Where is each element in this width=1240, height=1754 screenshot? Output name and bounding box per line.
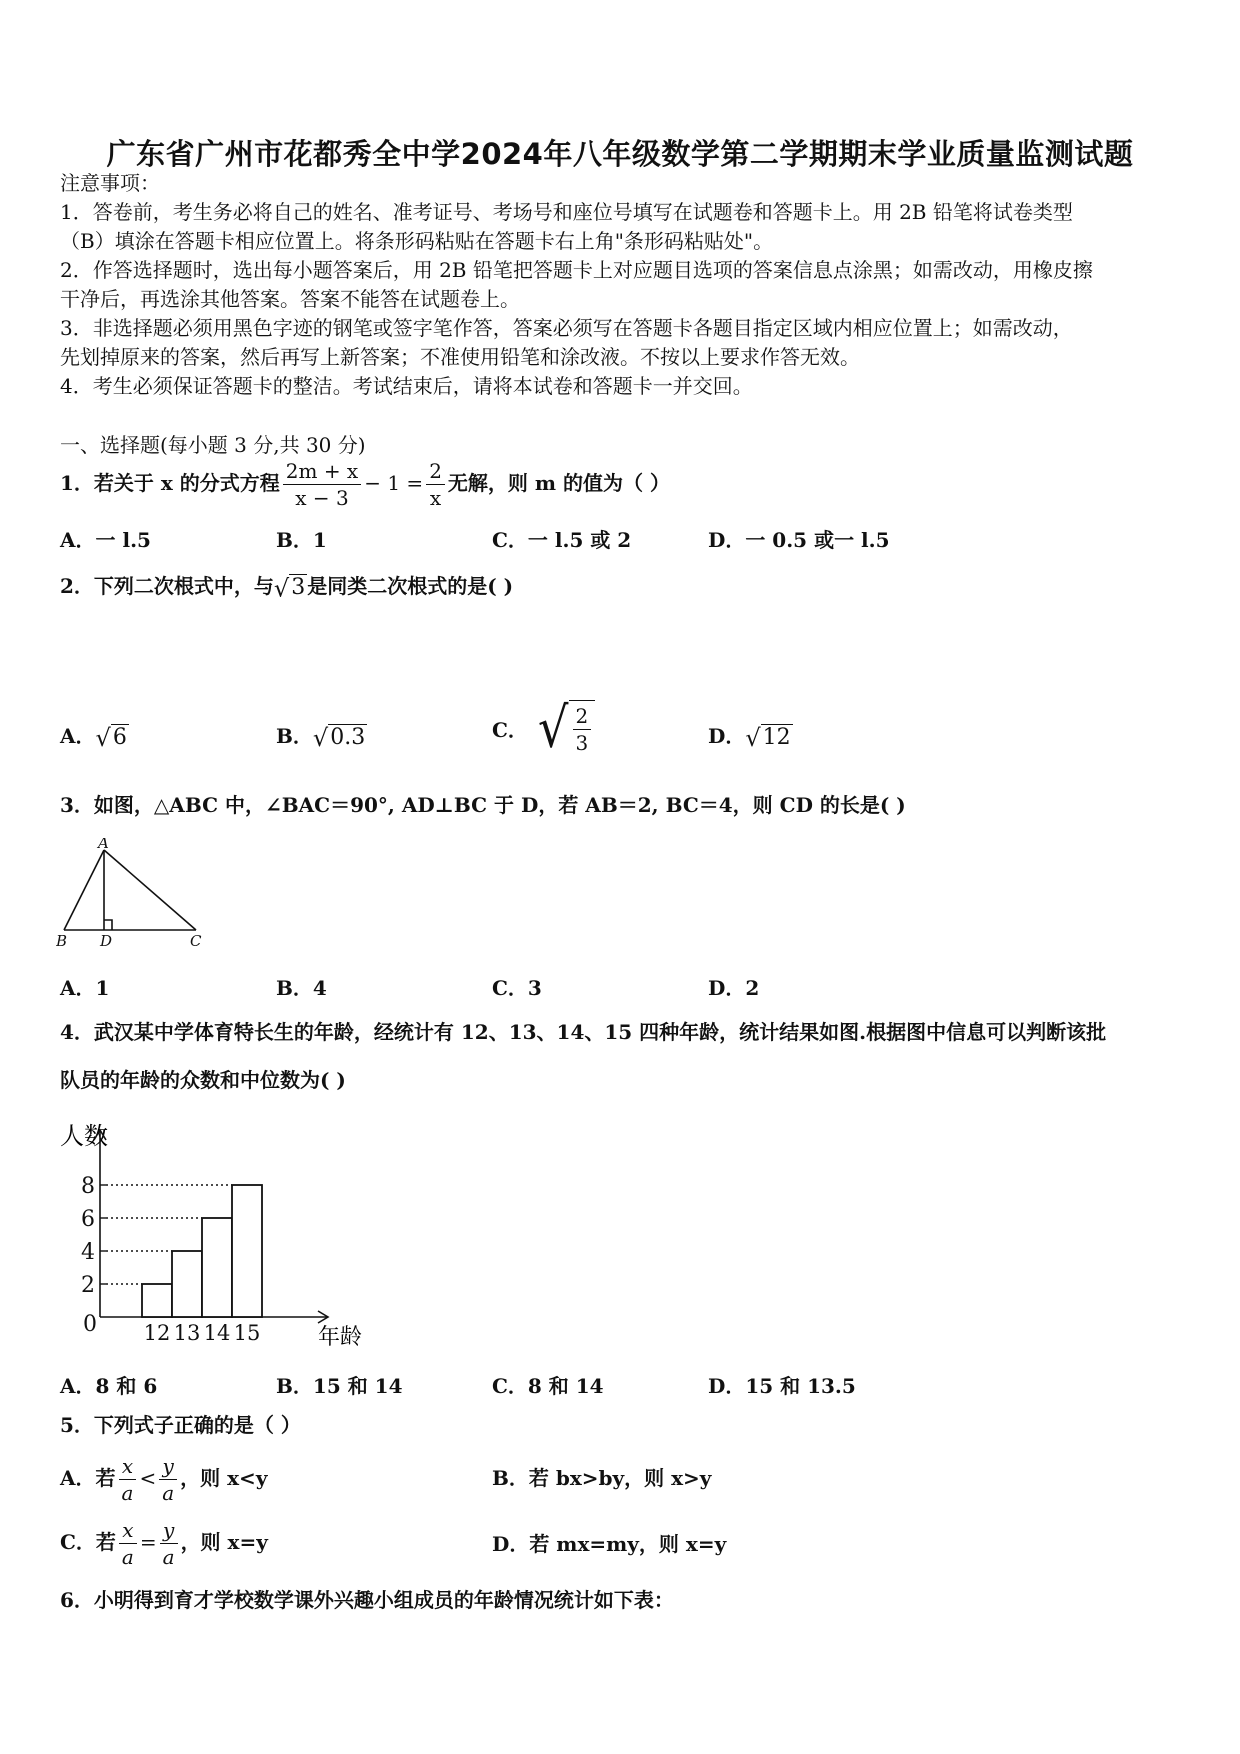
q5-a-frac-x: [119, 1453, 137, 1506]
q1-frac1-num: 2m + x: [283, 458, 361, 485]
q5-c-suffix: ，则 x=y: [180, 1530, 268, 1554]
q5-c-frac-y: [160, 1517, 178, 1570]
q2-option-b-sqrt: √0.3: [312, 723, 366, 752]
notice-line: 3．非选择题必须用黑色字迹的钢笔或签字笔作答，答案必须写在答题卡各题目指定区域内相应位置上；如需改动，: [60, 316, 1073, 340]
q5-a-frac-y: [159, 1453, 177, 1506]
question-5: 5．下列式子正确的是（ ）: [60, 1413, 301, 1437]
vertex-b-label: B: [56, 932, 68, 948]
question-4-line-2: 队员的年龄的众数和中位数为( ): [60, 1068, 346, 1092]
q2-option-d[interactable]: [708, 720, 793, 752]
frac-num: x: [119, 1517, 137, 1544]
q2-option-c-sqrt: √ $\frac{2}{3}$: [538, 700, 595, 756]
q2-option-c-label: C．: [492, 717, 528, 742]
y-tick-label: 6: [81, 1207, 95, 1232]
segment-ac: [104, 850, 196, 930]
y-tick-label: 2: [81, 1273, 95, 1298]
question-6: 6．小明得到育才学校数学课外兴趣小组成员的年龄情况统计如下表：: [60, 1588, 674, 1612]
notice-line: 1．答卷前，考生务必将自己的姓名、准考证号、考场号和座位号填写在试题卷和答题卡上。用 2B 铅笔将试卷类型: [60, 200, 1073, 224]
x-tick-label: 12: [143, 1321, 171, 1345]
q5-a-prefix: A．若: [60, 1466, 116, 1490]
q3-option-b[interactable]: B．4: [276, 976, 327, 1000]
section-heading: 一、选择题(每小题 3 分,共 30 分): [60, 433, 366, 457]
bar-15: [232, 1185, 262, 1317]
x-tick-label: 13: [173, 1321, 201, 1345]
q1-option-a[interactable]: A．一 l.5: [60, 528, 151, 552]
q2-option-d-sqrt: √12: [745, 723, 791, 752]
frac-num: y: [160, 1517, 178, 1544]
q2-option-c-num: 2: [573, 703, 592, 730]
q2-option-a[interactable]: [60, 720, 129, 752]
x-tick-label: 15: [233, 1321, 261, 1345]
bar-13: [172, 1251, 202, 1317]
bar-14: [202, 1218, 232, 1317]
notice-line: 先划掉原来的答案，然后再写上新答案；不准使用铅笔和涂改液。不按以上要求作答无效。: [60, 345, 860, 369]
q1-frac2-den: x: [429, 486, 442, 510]
q2-option-b-radicand: 0.3: [330, 725, 366, 750]
y-axis-label: 人数: [60, 1122, 108, 1150]
q5-option-c[interactable]: [60, 1514, 268, 1570]
page-title: 广东省广州市花都秀全中学2024年八年级数学第二学期期末学业质量监测试题: [106, 137, 1134, 171]
q5-a-op: <: [139, 1466, 157, 1490]
q3-option-a[interactable]: A．1: [60, 976, 110, 1000]
q5-option-d[interactable]: D．若 mx=my，则 x=y: [492, 1532, 727, 1556]
q2-option-c[interactable]: [492, 695, 595, 761]
q5-option-b[interactable]: B．若 bx>by，则 x>y: [492, 1466, 712, 1490]
vertex-d-label: D: [100, 932, 113, 948]
y-tick-label: 4: [81, 1240, 95, 1265]
q2-option-d-label: D．: [708, 724, 746, 748]
q1-option-b[interactable]: B．1: [276, 528, 327, 552]
question-3: 3．如图，△ABC 中，∠BAC＝90°, AD⊥BC 于 D，若 AB＝2, BC＝4，则 CD 的长是( ): [60, 793, 906, 817]
q1-prefix: 1．若关于 x 的分式方程: [60, 471, 280, 495]
q1-frac2-num: 2: [426, 458, 445, 485]
y-tick-label: 8: [81, 1174, 95, 1199]
y-tick-label: 0: [83, 1312, 97, 1337]
q1-option-c[interactable]: C．一 l.5 或 2: [492, 528, 632, 552]
q2-prefix: 2．下列二次根式中，与: [60, 574, 274, 598]
frac-num: y: [159, 1453, 177, 1480]
q5-c-op: =: [139, 1530, 157, 1554]
q2-option-b[interactable]: [276, 720, 367, 752]
q4-option-a[interactable]: A．8 和 6: [60, 1374, 158, 1398]
q4-option-b[interactable]: B．15 和 14: [276, 1374, 403, 1398]
right-angle-mark: [104, 920, 112, 930]
q4-option-c[interactable]: C．8 和 14: [492, 1374, 604, 1398]
q2-option-c-den: 3: [575, 731, 589, 755]
q5-c-frac-x: [119, 1517, 137, 1570]
q2-option-b-label: B．: [276, 724, 313, 748]
notice-line: 4．考生必须保证答题卡的整洁。考试结束后，请将本试卷和答题卡一并交回。: [60, 374, 753, 398]
q2-sqrt3: √3: [273, 574, 306, 603]
frac-den: a: [121, 1545, 134, 1569]
q2-option-d-radicand: 12: [762, 725, 791, 750]
vertex-a-label: A: [98, 838, 109, 852]
q2-radicand: 3: [291, 575, 306, 601]
notice-heading: 注意事项：: [60, 171, 160, 195]
notice-line: 2．作答选择题时，选出每小题答案后，用 2B 铅笔把答题卡上对应题目选项的答案信息点涂黑；如需改动，用橡皮擦: [60, 258, 1093, 282]
frac-den: a: [121, 1481, 134, 1505]
q1-mid: − 1 =: [364, 471, 424, 495]
q1-fraction-2: [426, 458, 445, 511]
frac-den: a: [162, 1545, 175, 1569]
question-2: [60, 566, 513, 608]
q5-c-prefix: C．若: [60, 1530, 116, 1554]
q1-option-d[interactable]: D．一 0.5 或一 l.5: [708, 528, 890, 552]
q3-triangle-figure: [56, 838, 206, 948]
q3-option-c[interactable]: C．3: [492, 976, 542, 1000]
question-4-line-1: 4．武汉某中学体育特长生的年龄，经统计有 12、13、14、15 四种年龄，统计结果如图.根据图中信息可以判断该批: [60, 1020, 1107, 1044]
q1-suffix: 无解，则 m 的值为（ ）: [447, 471, 670, 495]
q5-a-suffix: ，则 x<y: [180, 1466, 268, 1490]
segment-ab: [64, 850, 104, 930]
q2-option-a-sqrt: √6: [95, 723, 127, 752]
q2-suffix: 是同类二次根式的是( ): [307, 574, 514, 598]
x-tick-label: 14: [203, 1321, 231, 1345]
age-bar-chart: [56, 1118, 386, 1358]
bar-12: [142, 1284, 172, 1317]
q4-option-d[interactable]: D．15 和 13.5: [708, 1374, 856, 1398]
q2-option-a-label: A．: [60, 724, 96, 748]
question-1: [60, 455, 670, 511]
q2-option-c-fraction: [573, 703, 592, 756]
q1-fraction-1: [283, 458, 361, 511]
q5-option-a[interactable]: [60, 1450, 267, 1506]
q1-frac1-den: x − 3: [295, 486, 349, 510]
notice-line: 干净后，再选涂其他答案。答案不能答在试题卷上。: [60, 287, 520, 311]
q3-option-d[interactable]: D．2: [708, 976, 760, 1000]
notice-line: （B）填涂在答题卡相应位置上。将条形码粘贴在答题卡右上角"条形码粘贴处"。: [60, 229, 774, 253]
x-axis-label: 年龄: [318, 1325, 363, 1350]
frac-num: x: [119, 1453, 137, 1480]
vertex-c-label: C: [190, 932, 202, 948]
q2-option-a-radicand: 6: [112, 725, 127, 750]
frac-den: a: [162, 1481, 175, 1505]
